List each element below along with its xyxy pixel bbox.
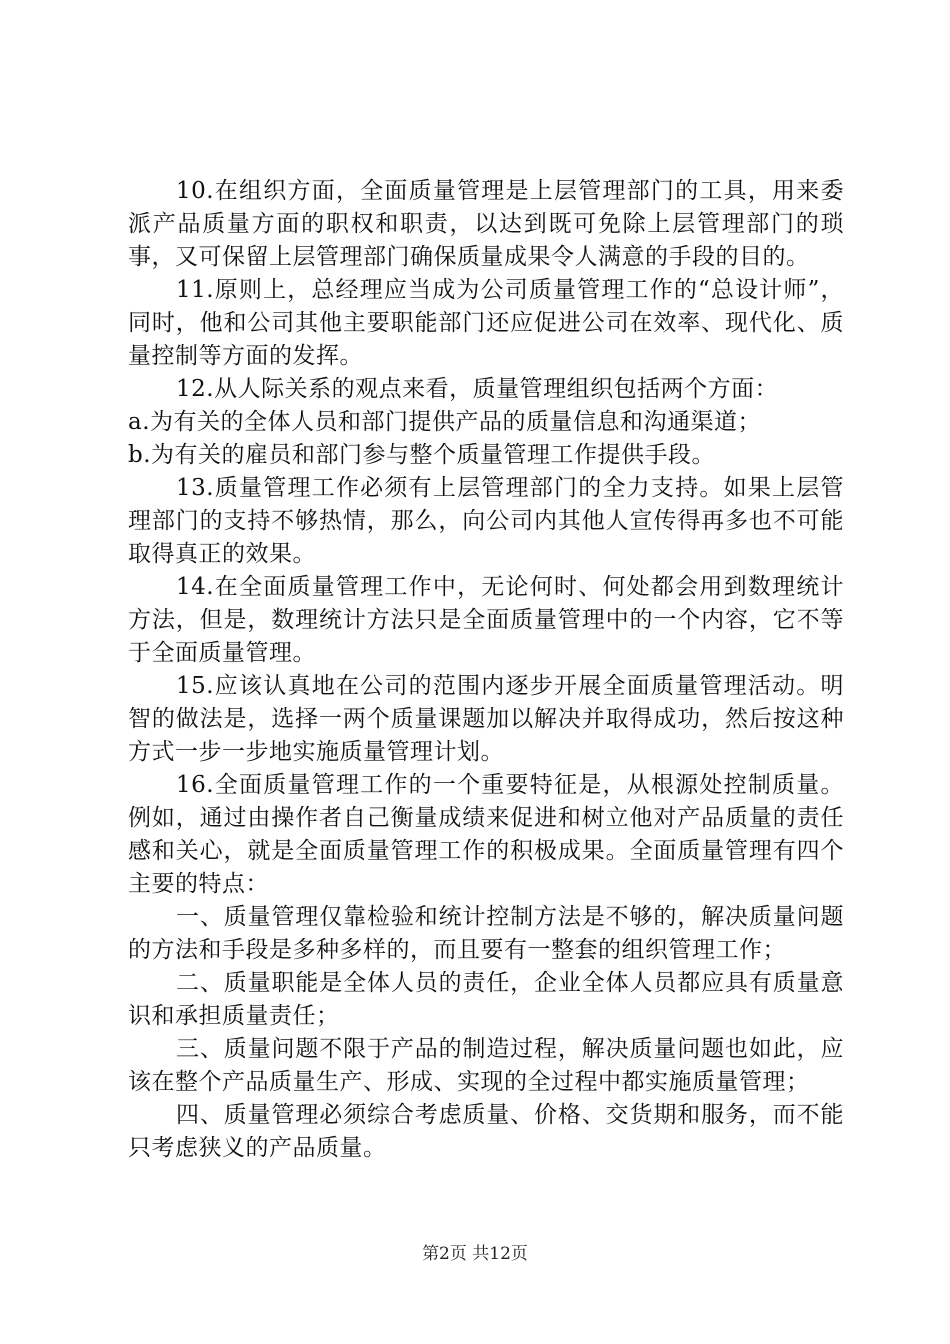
paragraph-11: 11.原则上，总经理应当成为公司质量管理工作的“总设计师”，同时，他和公司其他主要职能部门还应促进公司在效率、现代化、质量控制等方面的发挥。 [128, 277, 844, 369]
paragraph-14: 14.在全面质量管理工作中，无论何时、何处都会用到数理统计方法，但是，数理统计方法只是全面质量管理中的一个内容，它不等于全面质量管理。 [128, 574, 844, 666]
feature-item-2: 二、质量职能是全体人员的责任，企业全体人员都应具有质量意识和承担质量责任； [128, 970, 844, 1029]
paragraph-12-item-b: b.为有关的雇员和部门参与整个质量管理工作提供手段。 [128, 442, 716, 468]
feature-item-1: 一、质量管理仅靠检验和统计控制方法是不够的，解决质量问题的方法和手段是多种多样的，而且要有一整套的组织管理工作； [128, 904, 844, 963]
paragraph-12-item-a: a.为有关的全体人员和部门提供产品的质量信息和沟通渠道； [128, 409, 762, 435]
paragraph-15: 15.应该认真地在公司的范围内逐步开展全面质量管理活动。明智的做法是，选择一两个质量课题加以解决并取得成功，然后按这种方式一步一步地实施质量管理计划。 [128, 673, 844, 765]
page-number-footer: 第2页 共12页 [422, 1244, 528, 1264]
paragraph-12: 12.从人际关系的观点来看，质量管理组织包括两个方面： [176, 376, 779, 402]
feature-item-4: 四、质量管理必须综合考虑质量、价格、交货期和服务，而不能只考虑狭义的产品质量。 [128, 1102, 844, 1161]
paragraph-13: 13.质量管理工作必须有上层管理部门的全力支持。如果上层管理部门的支持不够热情，那么，向公司内其他人宣传得再多也不可能取得真正的效果。 [128, 475, 844, 567]
paragraph-16: 16.全面质量管理工作的一个重要特征是，从根源处控制质量。例如，通过由操作者自己衡量成绩来促进和树立他对产品质量的责任感和关心，就是全面质量管理工作的积极成果。全面质量管理有四个主要的特点： [128, 772, 844, 897]
document-body [128, 175, 844, 1165]
feature-item-3: 三、质量问题不限于产品的制造过程，解决质量问题也如此，应该在整个产品质量生产、形成、实现的全过程中都实施质量管理； [128, 1036, 844, 1095]
paragraph-10: 10.在组织方面，全面质量管理是上层管理部门的工具，用来委派产品质量方面的职权和职责，以达到既可免除上层管理部门的琐事，又可保留上层管理部门确保质量成果令人满意的手段的目的。 [128, 178, 844, 270]
